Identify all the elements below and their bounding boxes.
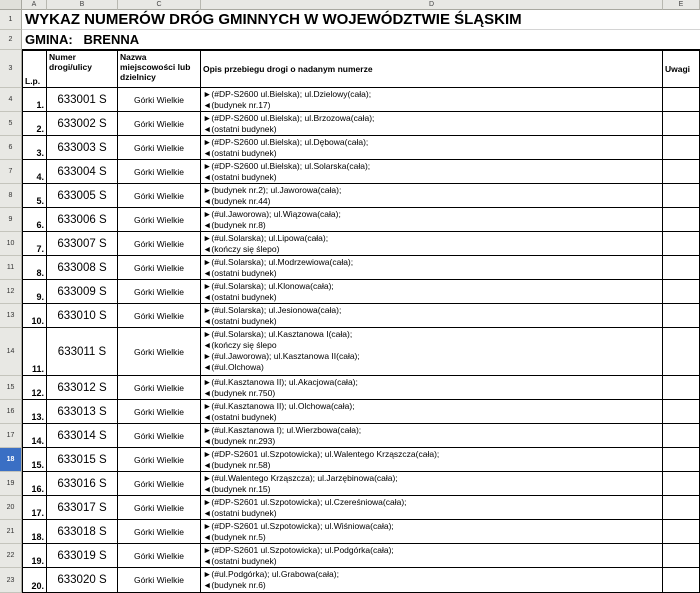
row-header-9[interactable]: 9 — [0, 208, 22, 232]
locality-cell[interactable]: Górki Wielkie — [118, 304, 201, 328]
locality-cell[interactable]: Górki Wielkie — [118, 400, 201, 424]
remarks-cell[interactable] — [663, 256, 700, 280]
route-description-cell[interactable]: ►(#ul.Solarska); ul.Jesionowa(cała); ◄(ostatni budynek) — [201, 304, 663, 328]
remarks-cell[interactable] — [663, 232, 700, 256]
road-number-cell[interactable]: 633001 S — [47, 88, 118, 112]
lp-cell[interactable]: 18. — [22, 520, 47, 544]
remarks-cell[interactable] — [663, 208, 700, 232]
row-header-3[interactable]: 3 — [0, 50, 22, 88]
road-number-cell[interactable]: 633004 S — [47, 160, 118, 184]
road-number-cell[interactable]: 633012 S — [47, 376, 118, 400]
route-description-cell[interactable]: ►(#DP-S2600 ul.Bielska); ul.Dębowa(cała); ◄(ostatni budynek) — [201, 136, 663, 160]
remarks-cell[interactable] — [663, 160, 700, 184]
column-header-a[interactable]: A — [22, 0, 47, 10]
road-number-cell[interactable]: 633019 S — [47, 544, 118, 568]
lp-cell[interactable]: 20. — [22, 568, 47, 593]
route-description-cell[interactable]: ►(#ul.Solarska); ul.Klonowa(cała); ◄(ostatni budynek) — [201, 280, 663, 304]
lp-cell[interactable]: 5. — [22, 184, 47, 208]
remarks-cell[interactable] — [663, 88, 700, 112]
header-lp-cell[interactable]: L.p. — [22, 50, 47, 88]
road-number-cell[interactable]: 633010 S — [47, 304, 118, 328]
lp-cell[interactable]: 9. — [22, 280, 47, 304]
locality-cell[interactable]: Górki Wielkie — [118, 280, 201, 304]
route-description-cell[interactable]: ►(#ul.Kasztanowa II); ul.Akacjowa(cała); ◄(budynek nr.750) — [201, 376, 663, 400]
header-uwagi-cell[interactable]: Uwagi — [663, 50, 700, 88]
row-header-1[interactable]: 1 — [0, 10, 22, 30]
road-number-cell[interactable]: 633015 S — [47, 448, 118, 472]
lp-cell[interactable]: 11. — [22, 328, 47, 376]
route-description-cell[interactable]: ►(#ul.Kasztanowa I); ul.Wierzbowa(cała); ◄(budynek nr.293) — [201, 424, 663, 448]
lp-cell[interactable]: 2. — [22, 112, 47, 136]
header-opis-cell[interactable]: Opis przebiegu drogi o nadanym numerze — [201, 50, 663, 88]
remarks-cell[interactable] — [663, 472, 700, 496]
remarks-cell[interactable] — [663, 376, 700, 400]
locality-cell[interactable]: Górki Wielkie — [118, 568, 201, 593]
row-header-6[interactable]: 6 — [0, 136, 22, 160]
gmina-cell[interactable]: GMINA: BRENNA — [22, 30, 700, 50]
road-number-cell[interactable]: 633009 S — [47, 280, 118, 304]
lp-cell[interactable]: 15. — [22, 448, 47, 472]
remarks-cell[interactable] — [663, 448, 700, 472]
row-header-15[interactable]: 15 — [0, 376, 22, 400]
lp-cell[interactable]: 8. — [22, 256, 47, 280]
row-header-7[interactable]: 7 — [0, 160, 22, 184]
remarks-cell[interactable] — [663, 568, 700, 593]
lp-cell[interactable]: 10. — [22, 304, 47, 328]
select-all-corner[interactable] — [0, 0, 22, 10]
route-description-cell[interactable]: ►(#DP-S2600 ul.Bielska); ul.Solarska(cała); ◄(ostatni budynek) — [201, 160, 663, 184]
lp-cell[interactable]: 16. — [22, 472, 47, 496]
locality-cell[interactable]: Górki Wielkie — [118, 328, 201, 376]
road-number-cell[interactable]: 633008 S — [47, 256, 118, 280]
lp-cell[interactable]: 3. — [22, 136, 47, 160]
locality-cell[interactable]: Górki Wielkie — [118, 256, 201, 280]
row-header-18[interactable]: 18 — [0, 448, 22, 472]
road-number-cell[interactable]: 633016 S — [47, 472, 118, 496]
remarks-cell[interactable] — [663, 184, 700, 208]
lp-cell[interactable]: 12. — [22, 376, 47, 400]
locality-cell[interactable]: Górki Wielkie — [118, 424, 201, 448]
remarks-cell[interactable] — [663, 328, 700, 376]
route-description-cell[interactable]: ►(#ul.Podgórka); ul.Grabowa(cała); ◄(budynek nr.6) — [201, 568, 663, 593]
remarks-cell[interactable] — [663, 112, 700, 136]
row-header-13[interactable]: 13 — [0, 304, 22, 328]
locality-cell[interactable]: Górki Wielkie — [118, 208, 201, 232]
road-number-cell[interactable]: 633006 S — [47, 208, 118, 232]
locality-cell[interactable]: Górki Wielkie — [118, 136, 201, 160]
row-header-10[interactable]: 10 — [0, 232, 22, 256]
column-header-c[interactable]: C — [118, 0, 201, 10]
row-header-19[interactable]: 19 — [0, 472, 22, 496]
row-header-20[interactable]: 20 — [0, 496, 22, 520]
route-description-cell[interactable]: ►(#DP-S2600 ul.Bielska); ul.Dzielowy(cała); ◄(budynek nr.17) — [201, 88, 663, 112]
row-header-4[interactable]: 4 — [0, 88, 22, 112]
locality-cell[interactable]: Górki Wielkie — [118, 112, 201, 136]
remarks-cell[interactable] — [663, 496, 700, 520]
row-header-8[interactable]: 8 — [0, 184, 22, 208]
remarks-cell[interactable] — [663, 136, 700, 160]
road-number-cell[interactable]: 633007 S — [47, 232, 118, 256]
row-header-2[interactable]: 2 — [0, 30, 22, 50]
row-header-5[interactable]: 5 — [0, 112, 22, 136]
locality-cell[interactable]: Górki Wielkie — [118, 88, 201, 112]
route-description-cell[interactable]: ►(#DP-S2601 ul.Szpotowicka); ul.Walentego Krząszcza(cała); ◄(budynek nr.58) — [201, 448, 663, 472]
route-description-cell[interactable]: ►(#ul.Solarska); ul.Lipowa(cała); ◄(kończy się ślepo) — [201, 232, 663, 256]
road-number-cell[interactable]: 633020 S — [47, 568, 118, 593]
column-header-e[interactable]: E — [663, 0, 700, 10]
lp-cell[interactable]: 17. — [22, 496, 47, 520]
row-header-22[interactable]: 22 — [0, 544, 22, 568]
remarks-cell[interactable] — [663, 400, 700, 424]
locality-cell[interactable]: Górki Wielkie — [118, 448, 201, 472]
remarks-cell[interactable] — [663, 520, 700, 544]
route-description-cell[interactable]: ►(#DP-S2601 ul.Szpotowicka); ul.Czereśniowa(cała); ◄(ostatni budynek) — [201, 496, 663, 520]
route-description-cell[interactable]: ►(#ul.Jaworowa); ul.Wiązowa(cała); ◄(budynek nr.8) — [201, 208, 663, 232]
road-number-cell[interactable]: 633013 S — [47, 400, 118, 424]
column-header-d[interactable]: D — [201, 0, 663, 10]
row-header-21[interactable]: 21 — [0, 520, 22, 544]
lp-cell[interactable]: 13. — [22, 400, 47, 424]
route-description-cell[interactable]: ►(#ul.Kasztanowa II); ul.Olchowa(cała); ◄(ostatni budynek) — [201, 400, 663, 424]
road-number-cell[interactable]: 633017 S — [47, 496, 118, 520]
remarks-cell[interactable] — [663, 280, 700, 304]
locality-cell[interactable]: Górki Wielkie — [118, 472, 201, 496]
header-nazwa-cell[interactable]: Nazwa miejscowości lub dzielnicy — [118, 50, 201, 88]
road-number-cell[interactable]: 633014 S — [47, 424, 118, 448]
column-header-b[interactable]: B — [47, 0, 118, 10]
remarks-cell[interactable] — [663, 304, 700, 328]
locality-cell[interactable]: Górki Wielkie — [118, 184, 201, 208]
route-description-cell[interactable]: ►(#ul.Solarska); ul.Modrzewiowa(cała); ◄(ostatni budynek) — [201, 256, 663, 280]
locality-cell[interactable]: Górki Wielkie — [118, 376, 201, 400]
row-header-23[interactable]: 23 — [0, 568, 22, 593]
lp-cell[interactable]: 14. — [22, 424, 47, 448]
locality-cell[interactable]: Górki Wielkie — [118, 520, 201, 544]
road-number-cell[interactable]: 633002 S — [47, 112, 118, 136]
route-description-cell[interactable]: ►(#DP-S2600 ul.Bielska); ul.Brzozowa(cała); ◄(ostatni budynek) — [201, 112, 663, 136]
locality-cell[interactable]: Górki Wielkie — [118, 496, 201, 520]
lp-cell[interactable]: 1. — [22, 88, 47, 112]
header-numer-cell[interactable]: Numer drogi/ulicy — [47, 50, 118, 88]
locality-cell[interactable]: Górki Wielkie — [118, 160, 201, 184]
title-cell[interactable]: WYKAZ NUMERÓW DRÓG GMINNYCH W WOJEWÓDZTWIE ŚLĄSKIM — [22, 10, 700, 30]
road-number-cell[interactable]: 633011 S — [47, 328, 118, 376]
route-description-cell[interactable]: ►(#ul.Walentego Krząszcza); ul.Jarzębinowa(cała); ◄(budynek nr.15) — [201, 472, 663, 496]
row-header-17[interactable]: 17 — [0, 424, 22, 448]
remarks-cell[interactable] — [663, 544, 700, 568]
route-description-cell[interactable]: ►(#DP-S2601 ul.Szpotowicka); ul.Wiśniowa(cała); ◄(budynek nr.5) — [201, 520, 663, 544]
row-header-14[interactable]: 14 — [0, 328, 22, 376]
lp-cell[interactable]: 7. — [22, 232, 47, 256]
lp-cell[interactable]: 6. — [22, 208, 47, 232]
locality-cell[interactable]: Górki Wielkie — [118, 544, 201, 568]
route-description-cell[interactable]: ►(#ul.Solarska); ul.Kasztanowa I(cała); ◄(kończy się ślepo ►(#ul.Jaworowa); ul.Kasztanowa II(cała); ◄(#ul.Olchowa) — [201, 328, 663, 376]
route-description-cell[interactable]: ►(budynek nr.2); ul.Jaworowa(cała); ◄(budynek nr.44) — [201, 184, 663, 208]
route-description-cell[interactable]: ►(#DP-S2601 ul.Szpotowicka); ul.Podgórka(cała); ◄(ostatni budynek) — [201, 544, 663, 568]
row-header-12[interactable]: 12 — [0, 280, 22, 304]
row-header-11[interactable]: 11 — [0, 256, 22, 280]
lp-cell[interactable]: 19. — [22, 544, 47, 568]
lp-cell[interactable]: 4. — [22, 160, 47, 184]
road-number-cell[interactable]: 633005 S — [47, 184, 118, 208]
locality-cell[interactable]: Górki Wielkie — [118, 232, 201, 256]
road-number-cell[interactable]: 633018 S — [47, 520, 118, 544]
row-header-16[interactable]: 16 — [0, 400, 22, 424]
road-number-cell[interactable]: 633003 S — [47, 136, 118, 160]
remarks-cell[interactable] — [663, 424, 700, 448]
